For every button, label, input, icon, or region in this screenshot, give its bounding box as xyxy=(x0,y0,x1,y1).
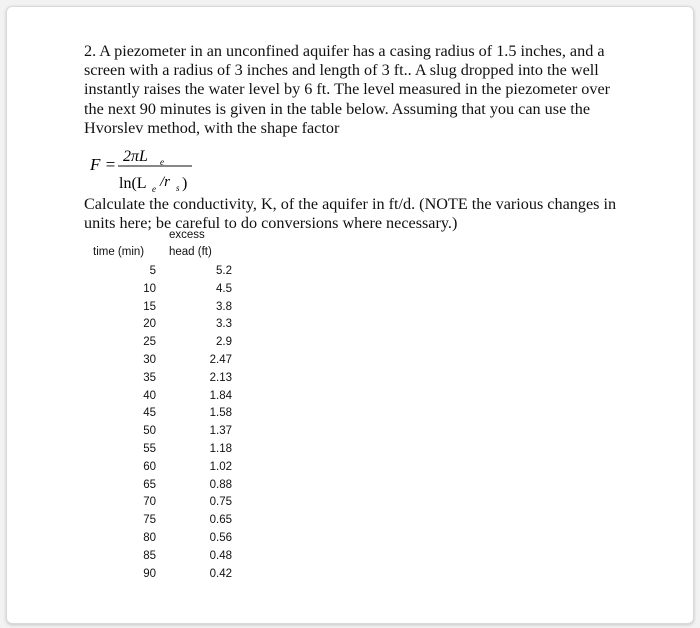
head-cell: 2.9 xyxy=(216,336,232,349)
time-cell: 70 xyxy=(143,496,156,509)
head-cell: 0.42 xyxy=(209,567,232,580)
time-cell: 85 xyxy=(143,549,156,562)
formula-numerator: 2πL xyxy=(123,148,148,165)
formula-denominator-sub1: e xyxy=(152,184,156,194)
time-cell: 75 xyxy=(143,514,156,527)
time-cell: 35 xyxy=(143,371,156,384)
time-cell: 80 xyxy=(143,531,156,544)
head-cell: 5.2 xyxy=(216,265,232,277)
time-cell: 20 xyxy=(143,318,156,331)
problem-text: 2. A piezometer in an unconfined aquifer has a casing radius of 1.5 inches, and a screen with a radius of 3 inches and length of 3 ft.. A slug dropped into the well instantly raises the water level by 6 ft. The level measured in the piezometer over the next 90 minutes is given in the table below. Assuming that you can use the Hvorslev method, with the shape factor xyxy=(84,42,611,137)
formula-denominator-sub2: s xyxy=(176,183,180,193)
time-cell: 15 xyxy=(143,300,156,313)
time-cell: 25 xyxy=(143,336,156,349)
head-cell: 1.37 xyxy=(209,425,232,438)
head-cell: 2.47 xyxy=(209,353,232,366)
time-cell: 5 xyxy=(149,265,156,277)
time-cell: 45 xyxy=(143,407,156,420)
head-cell: 0.65 xyxy=(209,514,232,527)
head-cell: 0.75 xyxy=(209,496,232,509)
shape-factor-formula xyxy=(88,140,228,196)
time-cell: 30 xyxy=(143,353,156,366)
time-cell: 10 xyxy=(143,282,156,295)
head-cell: 0.88 xyxy=(209,478,232,491)
formula-denominator: ln(L xyxy=(119,175,147,192)
problem-statement xyxy=(84,42,624,138)
head-cell: 4.5 xyxy=(216,282,232,295)
time-column xyxy=(100,263,156,583)
time-cell: 50 xyxy=(143,425,156,438)
time-cell: 55 xyxy=(143,442,156,455)
head-column xyxy=(190,263,232,583)
formula-lhs: F = xyxy=(90,155,117,174)
head-cell: 1.84 xyxy=(209,389,232,402)
time-cell: 65 xyxy=(143,478,156,491)
header-head: head (ft) xyxy=(169,246,212,258)
head-cell: 1.58 xyxy=(209,407,232,420)
head-cell: 1.02 xyxy=(209,460,232,473)
formula-numerator-sub: e xyxy=(160,157,164,167)
head-cell: 3.8 xyxy=(216,300,232,313)
time-cell: 40 xyxy=(143,389,156,402)
instruction-text: Calculate the conductivity, K, of the aquifer in ft/d. (NOTE the various changes in units here; be careful to do conversions where necessary.) xyxy=(84,195,617,233)
head-cell: 3.3 xyxy=(216,318,232,331)
head-cell: 0.48 xyxy=(209,549,232,562)
formula-graphic xyxy=(88,140,228,196)
head-cell: 0.56 xyxy=(209,531,232,544)
header-excess: excess xyxy=(169,229,205,241)
head-cell: 2.13 xyxy=(209,371,232,384)
time-cell: 90 xyxy=(143,567,156,580)
formula-denominator-slash: /r xyxy=(160,174,171,190)
formula-denominator-close: ) xyxy=(182,175,188,192)
head-cell: 1.18 xyxy=(209,442,232,455)
instruction-block xyxy=(84,195,624,233)
header-time: time (min) xyxy=(93,246,145,258)
time-cell: 60 xyxy=(143,460,156,473)
